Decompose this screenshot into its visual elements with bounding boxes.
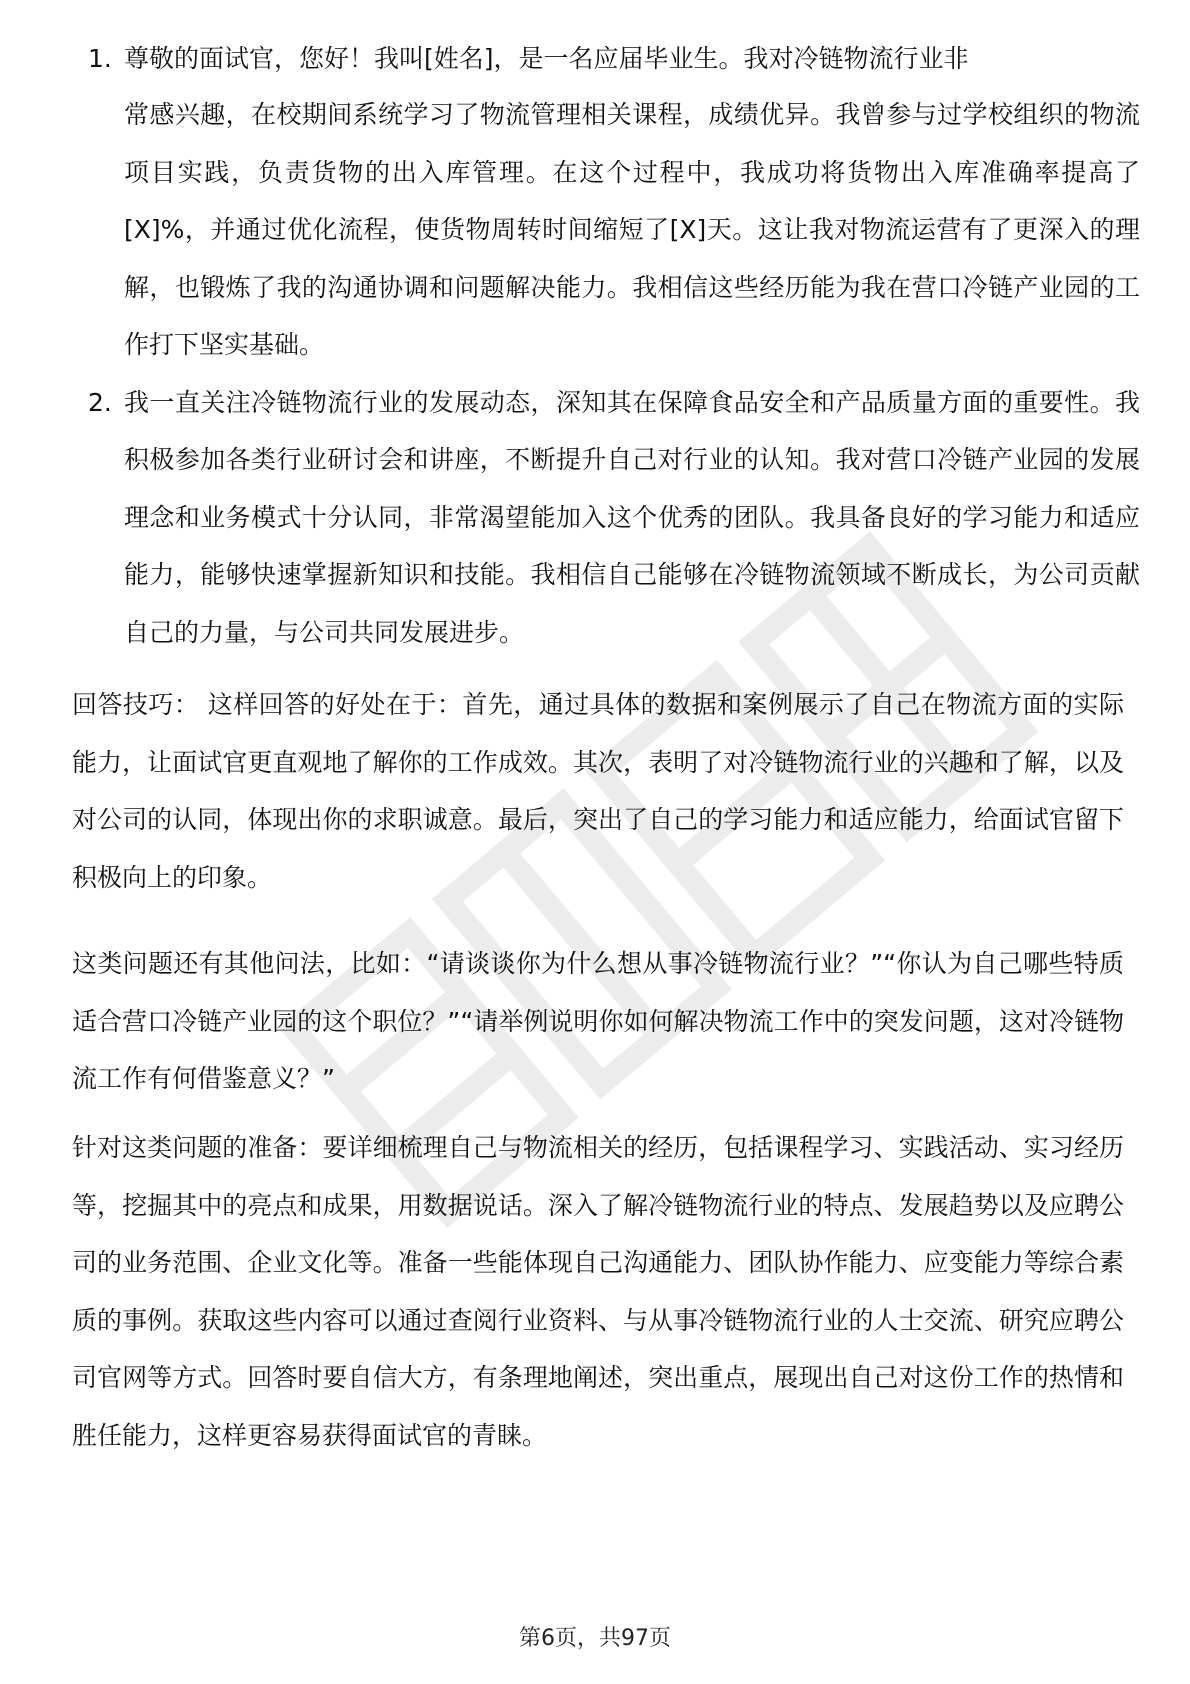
cut-off-text: 尊敬的面试官，您好！我叫[姓名]，是一名应届毕业生。我对冷链物流行业非 — [124, 44, 969, 73]
list-item — [80, 374, 1140, 662]
answer-list — [80, 86, 1140, 661]
page-number-footer: 第6页，共97页 — [519, 1626, 671, 1651]
cut-off-text-line — [80, 30, 1130, 73]
list-item-text: 常感兴趣，在校期间系统学习了物流管理相关课程，成绩优异。我曾参与过学校组织的物流项目实践，负责货物的出入库管理。在这个过程中，我成功将货物出入库准确率提高了[X]%，并通过优化流程，使货物周转时间缩短了[X]天。这让我对物流运营有了更深入的理解，也锻炼了我的沟通协调和问题解决能力。我相信这些经历能为我在营口冷链产业园的工作打下坚实基础。 — [124, 100, 1140, 359]
list-item — [80, 86, 1140, 374]
list-number: 2. — [88, 387, 112, 417]
list-number: 1. — [88, 44, 112, 73]
alternative-questions-paragraph: 这类问题还有其他问法，比如：“请谈谈你为什么想从事冷链物流行业？”“你认为自己哪些特质适合营口冷链产业园的这个职位？”“请举例说明你如何解决物流工作中的突发问题，这对冷链物流工作有何借鉴意义？” — [72, 949, 1124, 1093]
answer-tips-paragraph: 回答技巧： 这样回答的好处在于：首先，通过具体的数据和案例展示了自己在物流方面的实际能力，让面试官更直观地了解你的工作成效。其次，表明了对冷链物流行业的兴趣和了解，以及对公司的认同，体现出你的求职诚意。最后，突出了自己的学习能力和适应能力，给面试官留下积极向上的印象。 — [72, 690, 1124, 892]
preparation-paragraph: 针对这类问题的准备：要详细梳理自己与物流相关的经历，包括课程学习、实践活动、实习经历等，挖掘其中的亮点和成果，用数据说话。深入了解冷链物流行业的特点、发展趋势以及应聘公司的业务范围、企业文化等。准备一些能体现自己沟通能力、团队协作能力、应变能力等综合素质的事例。获取这些内容可以通过查阅行业资料、与从事冷链物流行业的人士交流、研究应聘公司官网等方式。回答时要自信大方，有条理地阐述，突出重点，展现出自己对这份工作的热情和胜任能力，这样更容易获得面试官的青睐。 — [72, 1133, 1124, 1450]
list-item-text: 我一直关注冷链物流行业的发展动态，深知其在保障食品安全和产品质量方面的重要性。我积极参加各类行业研讨会和讲座，不断提升自己对行业的认知。我对营口冷链产业园的发展理念和业务模式十分认同，非常渴望能加入这个优秀的团队。我具备良好的学习能力和适应能力，能够快速掌握新知识和技能。我相信自己能够在冷链物流领域不断成长，为公司贡献自己的力量，与公司共同发展进步。 — [124, 387, 1140, 647]
